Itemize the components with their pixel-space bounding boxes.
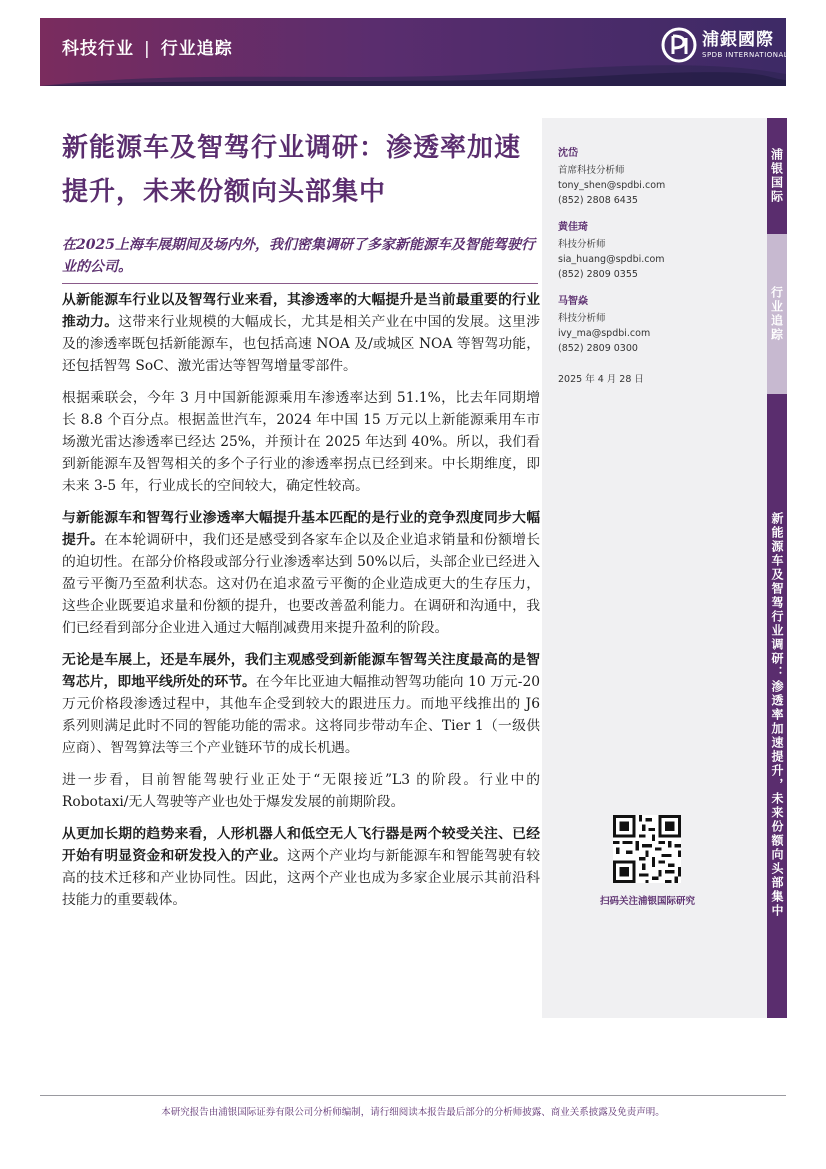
report-body bbox=[62, 289, 540, 921]
category-separator: | bbox=[144, 39, 151, 59]
analyst-role: 首席科技分析师 bbox=[558, 165, 625, 176]
qr-code-icon[interactable] bbox=[613, 815, 681, 883]
company-logo bbox=[660, 26, 788, 64]
analyst-role: 科技分析师 bbox=[558, 239, 606, 250]
analyst-card bbox=[558, 146, 758, 208]
logo-name-en: SPDB INTERNATIONAL bbox=[702, 51, 789, 59]
analyst-role: 科技分析师 bbox=[558, 313, 606, 324]
side-tab-brand: 浦银国际 bbox=[767, 118, 787, 234]
analyst-phone: (852) 2809 0300 bbox=[558, 343, 638, 354]
report-title: 新能源车及智驾行业调研：渗透率加速提升，未来份额向头部集中 bbox=[62, 133, 522, 207]
analyst-email[interactable]: sia_huang@spdbi.com bbox=[558, 254, 665, 265]
analyst-email[interactable]: ivy_ma@spdbi.com bbox=[558, 328, 651, 339]
footer-divider bbox=[40, 1095, 786, 1096]
category-label: 科技行业 bbox=[62, 39, 134, 59]
paragraph: 根据乘联会，今年 3 月中国新能源乘用车渗透率达到 51.1%，比去年同期增长 8.8 个百分点。根据盖世汽车，2024 年中国 15 万元以上新能源乘用车市场激光雷达渗透率已经达 25%，并预计在 2025 年达到 40%。所以，我们看到新能源车及智驾相关的多个子行业的渗透率拐点已经到来。中长期维度，即未来 3-5 年，行业成长的空间较大，确定性较高。 bbox=[62, 390, 540, 494]
analyst-email[interactable]: tony_shen@spdbi.com bbox=[558, 180, 666, 191]
analyst-name: 黄佳琦 bbox=[558, 222, 588, 233]
paragraph: 无论是车展上，还是车展外，我们主观感受到新能源车智驾关注度最高的是智驾芯片，即地平线所处的环节。在今年比亚迪大幅推动智驾功能向 10 万元-20 万元价格段渗透过程中，其他车企受到较大的跟进压力。而地平线推出的 J6 系列则满足此时不同的智能功能的需求。这将同步带动车企、Tier 1（一级供应商）、智驾算法等三个产业链环节的成长机遇。 bbox=[62, 652, 541, 756]
analyst-phone: (852) 2809 0355 bbox=[558, 269, 638, 280]
analyst-phone: (852) 2808 6435 bbox=[558, 195, 638, 206]
analyst-card bbox=[558, 220, 758, 282]
title-divider bbox=[62, 283, 538, 284]
subcategory-label: 行业追踪 bbox=[160, 39, 233, 59]
paragraph: 进一步看，目前智能驾驶行业正处于“无限接近”L3 的阶段。行业中的 Robotaxi/无人驾驶等产业也处于爆发发展的前期阶段。 bbox=[62, 772, 540, 810]
header-wave-decoration bbox=[40, 64, 786, 86]
side-tab-sector: 行业追踪 bbox=[767, 234, 787, 394]
qr-caption: 扫码关注浦银国际研究 bbox=[599, 896, 695, 907]
analyst-name: 马智焱 bbox=[558, 296, 588, 307]
report-subtitle: 在2025上海车展期间及场内外，我们密集调研了多家新能源车及智能驾驶行业的公司。 bbox=[62, 237, 535, 275]
side-tab-report-title: 新能源车及智驾行业调研：渗透率加速提升，未来份额向头部集中 bbox=[767, 394, 787, 1018]
analyst-list bbox=[558, 146, 758, 387]
header-category bbox=[62, 34, 233, 59]
report-date: 2025 年 4 月 28 日 bbox=[558, 374, 644, 385]
paragraph: 从更加长期的趋势来看，人形机器人和低空无人飞行器是两个较受关注、已经开始有明显资金和研发投入的产业。这两个产业均与新能源车和智能驾驶有较高的技术迁移和产业协同性。因此，这两个产业也成为多家企业展示其前沿科技能力的重要载体。 bbox=[62, 826, 541, 908]
analyst-card bbox=[558, 294, 758, 356]
paragraph: 从新能源车行业以及智驾行业来看，其渗透率的大幅提升是当前最重要的行业推动力。这带来行业规模的大幅成长，尤其是相关产业在中国的发展。这里涉及的渗透率既包括新能源车，也包括高速 NOA 及/或城区 NOA 等智驾功能，还包括智驾 SoC、激光雷达等智驾增量零部件。 bbox=[62, 292, 541, 374]
footer-disclaimer: 本研究报告由浦银国际证券有限公司分析师编制，请行细阅读本报告最后部分的分析师披露、商业关系披露及免责声明。 bbox=[161, 1107, 665, 1118]
paragraph: 与新能源车和智驾行业渗透率大幅提升基本匹配的是行业的竞争烈度同步大幅提升。在本轮调研中，我们还是感受到各家车企以及企业追求销量和份额增长的迫切性。在部分价格段或部分行业渗透率达到 50%以后，头部企业已经进入盈亏平衡乃至盈利状态。这对仍在追求盈亏平衡的企业造成更大的生存压力，这些企业既要追求量和份额的提升，也要改善盈利能力。在调研和沟通中，我们已经看到部分企业进入通过大幅削减费用来提升盈利的阶段。 bbox=[62, 510, 541, 636]
spdb-logo-icon bbox=[660, 26, 698, 64]
analyst-name: 沈岱 bbox=[558, 148, 578, 159]
logo-name-cn: 浦銀國際 bbox=[702, 30, 774, 50]
